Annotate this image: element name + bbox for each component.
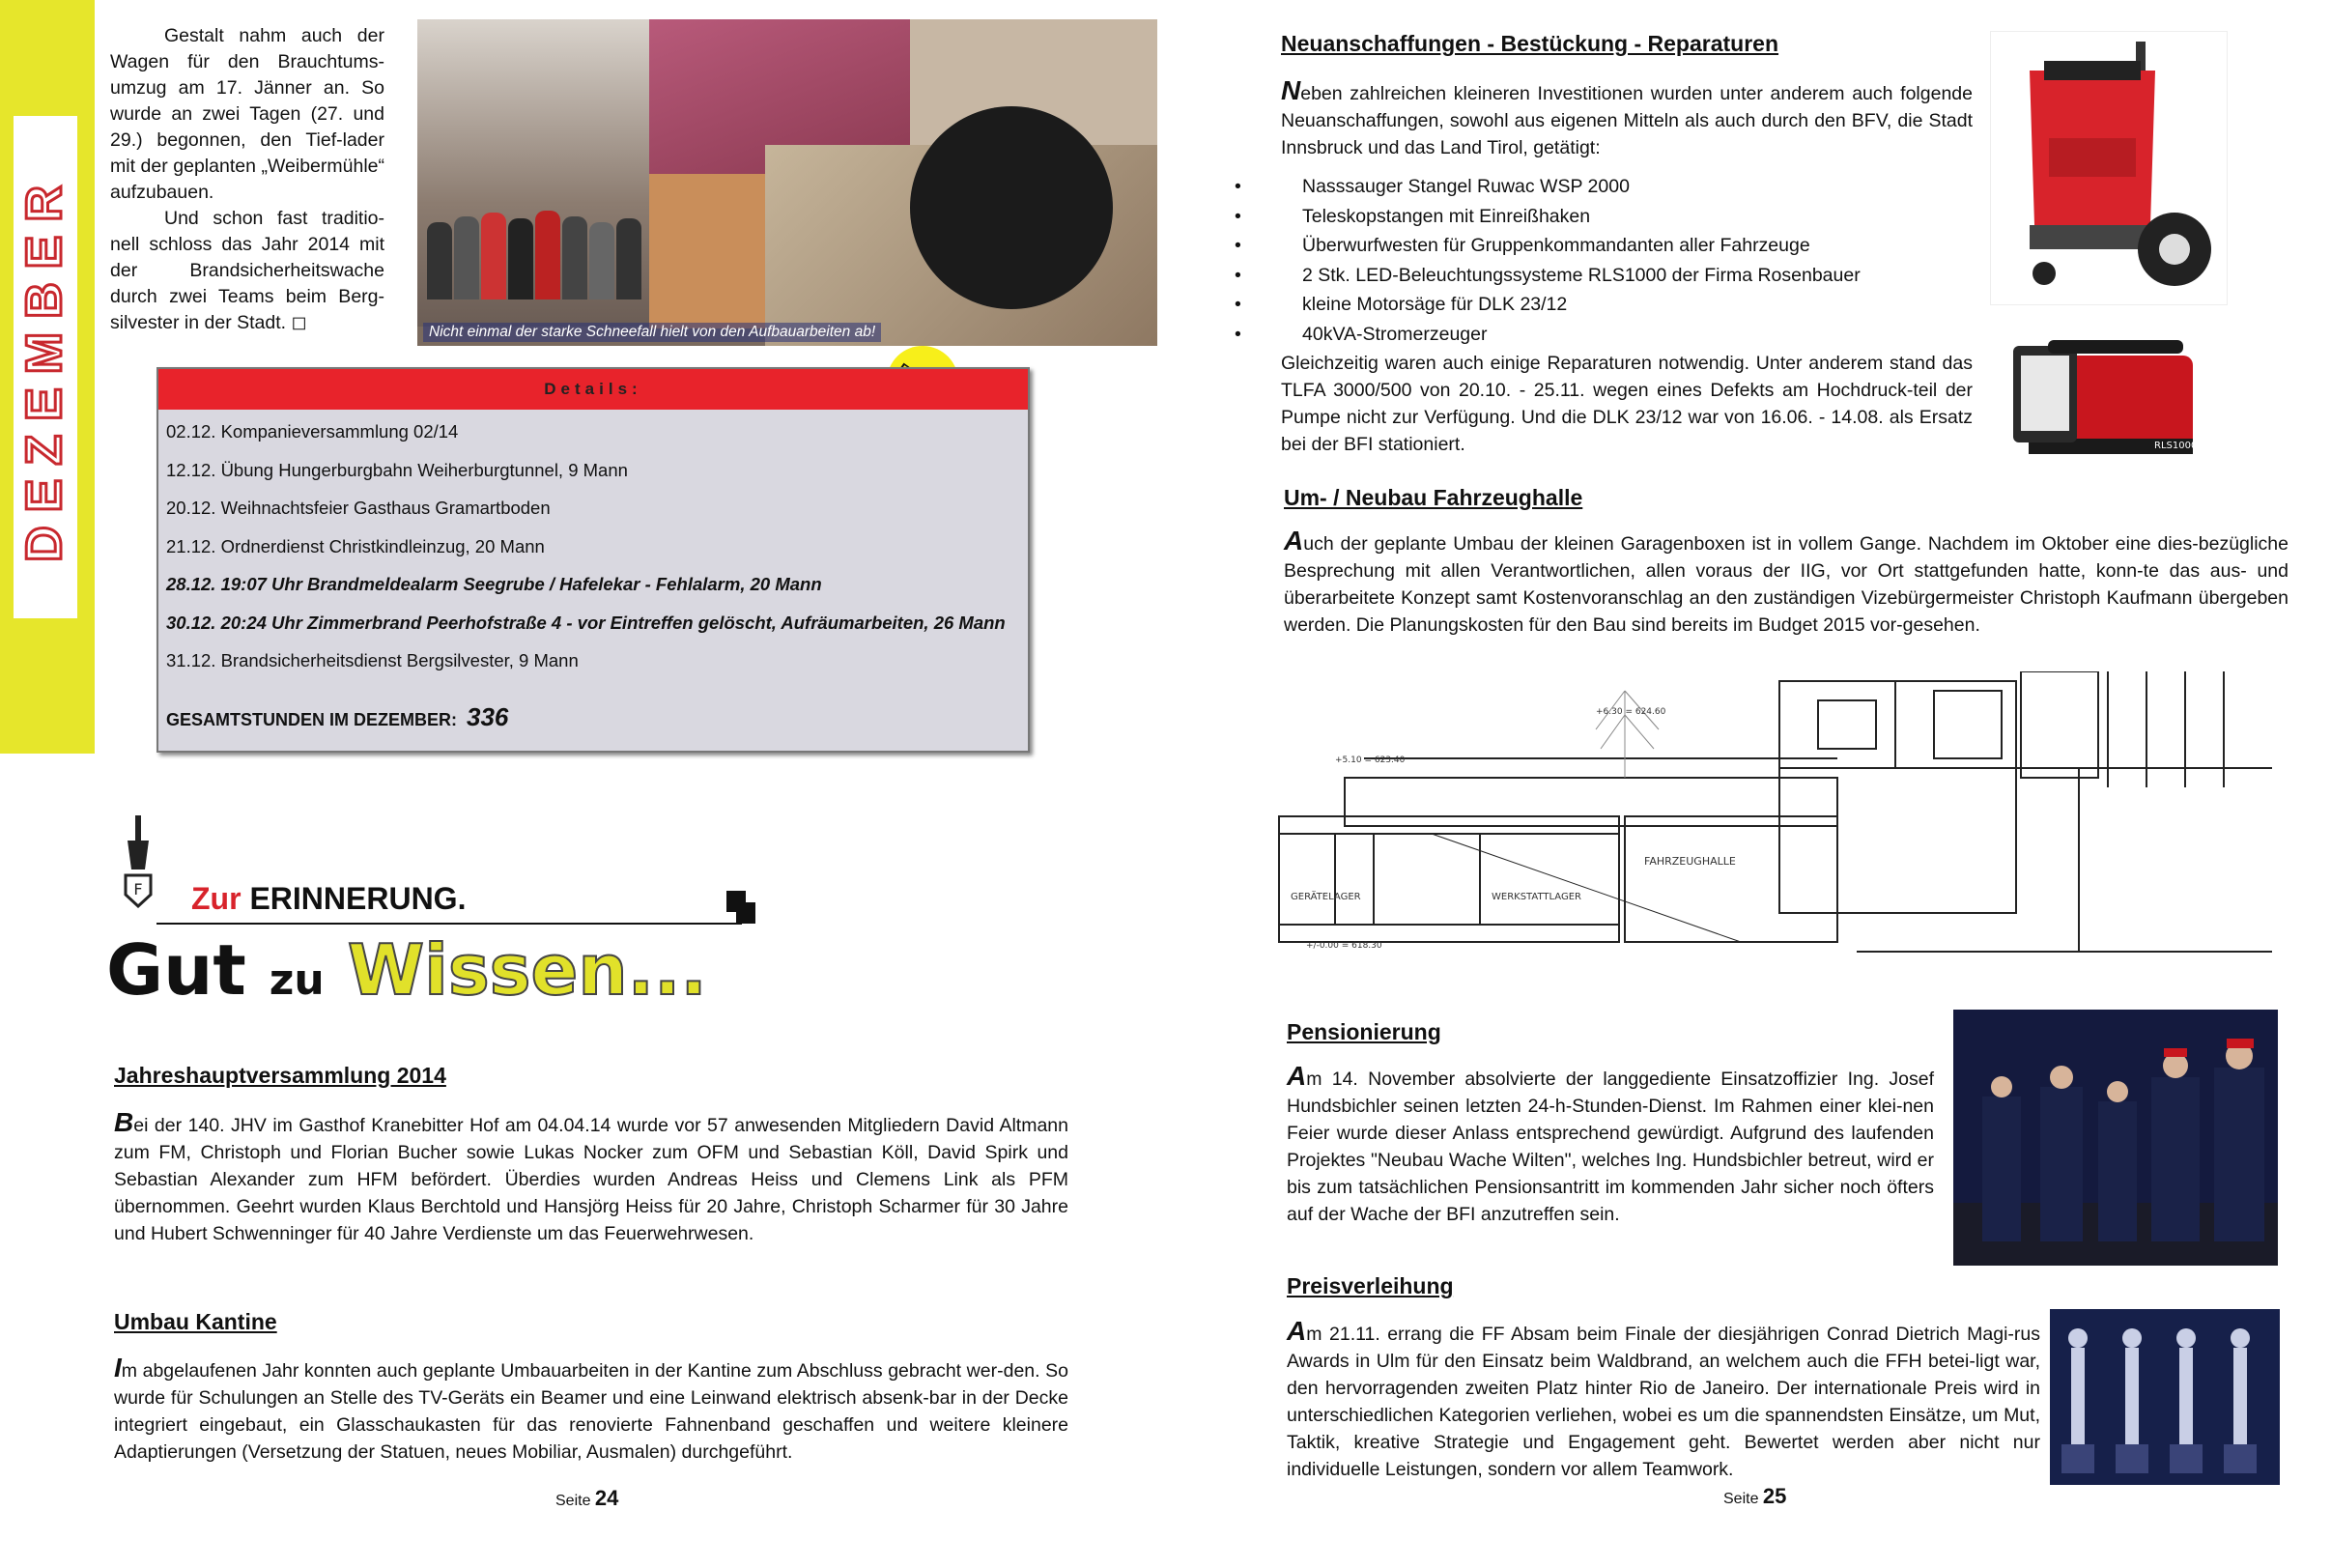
wood-photo [649,174,765,328]
halle-heading: Um- / Neubau Fahrzeughalle [1284,485,1583,510]
neu-intro: Neben zahlreichen kleineren Investitionen wurden unter anderem auch folgende Neuanschaffungen, sowohl aus eigenen Mitteln als auch durch den BFV, die Stadt Innsbruck und das Land Tirol, getätigt: [1281,75,1973,158]
svg-text:+6.30 = 624.60: +6.30 = 624.60 [1596,707,1666,717]
preis-heading: Preisverleihung [1287,1273,1454,1298]
building-plan-drawing [1277,671,2274,981]
page-number: Seite 25 [1723,1484,1787,1508]
details-box [156,367,1030,753]
details-row: 02.12. Kompanieversammlung 02/14 [166,421,459,442]
reminder-divider [156,923,742,925]
corner-mark-icon [726,891,755,924]
page-number: Seite 24 [555,1486,619,1510]
details-row: 30.12. 20:24 Uhr Zimmerbrand Peerhofstraße 4 - vor Eintreffen gelöscht, Aufräumarbeiten, 26 Mann [166,612,1006,633]
intro-paragraph: Gestalt nahm auch der Wagen für den Brauchtums-umzug am 17. Jänner an. So wurde an zwei Tagen (27. und 29.) begonnen, den Tief-lader mit der geplanten „Weibermühle“ aufzubauen. [110,25,384,203]
photo-collage-construction [417,19,1157,346]
preis-text: Am 21.11. errang die FF Absam beim Finale der diesjährigen Conrad Dietrich Magi-rus Awards in Ulm für den Einsatz beim Waldbrand, an welchem auch die FFH betei-ligt war, den hervorragenden zweiten Platz hinter Rio de Janeiro. Der internationale Preis wird in unterschiedlichen Kategorien verliehen, wobei es um die spannendsten Einsätze, um Mut, Taktik, kreative Strategie und Engagement geht. Bewertet werden aber nicht nur individuelle Leistungen, sondern vor allem Teamwork. [1287,1316,2040,1480]
jhv-heading: Jahreshauptversammlung 2014 [114,1063,446,1088]
headline-gut-zu-wissen: Gut zu Wissen... [106,929,707,1011]
month-label: DEZEMBER [16,172,72,562]
team-photo [417,19,649,327]
month-sidebar [0,0,95,754]
details-row: 21.12. Ordnerdienst Christkindleinzug, 20 Mann [166,535,545,556]
kantine-text: Im abgelaufenen Jahr konnten auch geplante Umbauarbeiten in der Kantine zum Abschluss gebracht wer-den. So wurde für Schulungen an Stelle des TV-Geräts ein Beamer und eine Leinwand elektrisch absenk-bar in der Decke integriert eingebaut, ein Glasschaukasten für das renovierte Fahnenband geschaffen und weitere kleinere Adaptierungen (Versetzung der Statuen, neues Mobiliar, Ausmalen) durchgeführt. [114,1353,1068,1463]
details-row: 20.12. Weihnachtsfeier Gasthaus Gramartboden [166,498,551,518]
details-total [166,702,508,732]
details-row: 31.12. Brandsicherheitsdienst Bergsilvester, 9 Mann [166,650,579,670]
jhv-text: Bei der 140. JHV im Gasthof Kranebitter Hof am 04.04.14 wurde vor 57 anwesenden Mitgliedern David Altmann zum FM, Christoph und Florian Bucher sowie Lukas Nocker zum OFM und Sebastian Köll, David Spirk und Sebastian Alexander zum HFM befördert. Überdies wurden Andreas Heiss und Clemens Link als PFM übernommen. Geehrt wurden Klaus Berchtold und Hansjörg Heiss für 20 Jahre, Christoph Scharmer für 30 Jahre und Hubert Schwenninger für 40 Jahre Verdienste um das Feuerwehrwesen. [114,1107,1068,1244]
mill-wheel-photo [765,145,1157,346]
svg-text:GERÄTELAGER: GERÄTELAGER [1291,892,1361,902]
left-page [0,0,1165,1568]
details-title: Details: [158,369,1028,410]
intro-text [110,23,384,336]
pension-heading: Pensionierung [1287,1019,1441,1044]
acquisition-item: • kleine Motorsäge für DLK 23/12 [1279,290,1861,320]
svg-text:+5.10 = 623.40: +5.10 = 623.40 [1335,755,1406,765]
acquisition-item: • Nasssauger Stangel Ruwac WSP 2000 [1279,172,1861,202]
award-trophies-photo [2050,1309,2280,1485]
details-row: 12.12. Übung Hungerburgbahn Weiherburgtunnel, 9 Mann [166,459,628,480]
total-value: 336 [467,702,509,731]
svg-text:+/-0.00 = 618.30: +/-0.00 = 618.30 [1306,941,1382,951]
acquisition-item: • 40kVA-Stromerzeuger [1279,320,1861,350]
details-list [166,421,1006,689]
halle-text: Auch der geplante Umbau der kleinen Garagenboxen ist in vollem Gange. Nachdem im Oktober eine dies-bezügliche Besprechung mit allen Verantwortlichen, allen voraus der IIG, vor Ort stattgefunden hatte, konn-te das aus- und überarbeitete Konzept samt Kostenvoranschlag an den zuständigen Vizebürgermeister Christoph Kaufmann übergeben werden. Die Planungskosten für den Bau sind bereits im Budget 2015 vor-gesehen. [1284,526,2288,636]
wet-vacuum-image [1990,31,2228,305]
retirement-photo [1953,1010,2278,1266]
repairs-text: Gleichzeitig waren auch einige Reparaturen notwendig. Unter anderem stand das TLFA 3000/500 von 20.10. - 25.11. wegen eines Defekts am Hochdruck-teil der Pumpe nicht zur Verfügung. Und die DLK 23/12 war von 16.06. - 14.08. als Ersatz bei der BFI stationiert. [1281,353,1973,455]
acquisition-item: • 2 Stk. LED-Beleuchtungssysteme RLS1000 der Firma Rosenbauer [1279,261,1861,291]
acquisition-list [1279,172,1861,349]
led-light-image [2009,338,2204,462]
pension-text: Am 14. November absolvierte der langgediente Einsatzoffizier Ing. Josef Hundsbichler seinen letzten 24-h-Stunden-Dienst. Im Rahmen einer klei-nen Feier wurde dieser Anlass entsprechend gewürdigt. Aufgrund des laufenden Projektes "Neubau Wache Wilten", welches Ing. Hundsbichler betreut, wird er bis zum tatsächlichen Pensionsantritt im kommenden Jahr sicher noch öfters auf der Wache der BFI anzutreffen sein. [1287,1061,1934,1225]
intro-paragraph: Und schon fast traditio-nell schloss das Jahr 2014 mit der Brandsicherheitswache durch zwei Teams beim Berg-silvester in der Stadt. ◻ [110,208,384,333]
acquisition-item: • Teleskopstangen mit Einreißhaken [1279,202,1861,232]
neu-heading: Neuanschaffungen - Bestückung - Reparaturen [1281,31,1779,56]
svg-text:FAHRZEUGHALLE: FAHRZEUGHALLE [1644,855,1736,868]
reminder-title: Zur ERINNERUNG. [191,881,467,916]
details-row: 28.12. 19:07 Uhr Brandmeldealarm Seegrube / Hafelekar - Fehlalarm, 20 Mann [166,574,822,594]
total-label: GESAMTSTUNDEN IM DEZEMBER: [166,710,457,729]
photo-caption: Nicht einmal der starke Schneefall hielt von den Aufbauarbeiten ab! [423,323,881,342]
right-page [1165,0,2331,1568]
acquisition-item: • Überwurfwesten für Gruppenkommandanten aller Fahrzeuge [1279,231,1861,261]
kantine-heading: Umbau Kantine [114,1309,277,1334]
crest-icon [122,812,155,908]
svg-text:RLS1000: RLS1000 [2154,441,2198,451]
svg-text:WERKSTATTLAGER: WERKSTATTLAGER [1492,892,1581,902]
svg-text:F: F [133,880,143,898]
